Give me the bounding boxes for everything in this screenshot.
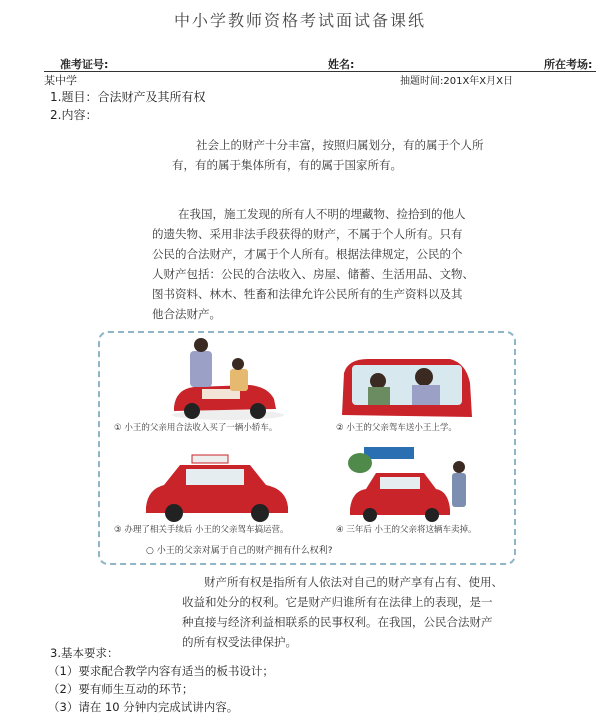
- draw-time: 抽题时间:201X年X月X日: [400, 76, 514, 87]
- illustration-caption-1: ① 小王的父亲用合法收入买了一辆小轿车。: [114, 423, 278, 433]
- section-title-requirements: 3.基本要求：: [50, 646, 119, 660]
- venue-label: 所在考场:: [544, 58, 593, 71]
- requirement-item: （3）请在 10 分钟内完成试讲内容。: [48, 700, 239, 714]
- requirement-item: （1）要求配合教学内容有适当的板书设计；: [48, 664, 274, 678]
- taxi-operation-illustration: [142, 451, 292, 523]
- paragraph-line: 人财产包括：公民的合法收入、房屋、储蓄、生活用品、文物、: [152, 267, 474, 281]
- illustration-caption-4: ④ 三年后 小王的父亲将这辆车卖掉。: [336, 525, 477, 535]
- paragraph-line: 种直接与经济利益相联系的民事权利。在我国，公民合法财产: [182, 615, 493, 629]
- paragraph-line: 在我国，施工发现的所有人不明的埋藏物、捡拾到的他人: [178, 207, 466, 221]
- car-sale-illustration: [344, 443, 474, 523]
- name-label: 姓名:: [328, 58, 355, 71]
- exam-number-label: 准考证号:: [60, 58, 109, 71]
- paragraph-line: 收益和处分的权利。它是财产归谁所有在法律上的表现，是一: [182, 595, 493, 609]
- paragraph-line: 他合法财产。: [152, 307, 221, 321]
- requirement-item: （2）要有师生互动的环节；: [48, 682, 194, 696]
- paragraph-line: 有，有的属于集体所有，有的属于国家所有。: [172, 158, 402, 172]
- page-title: 中小学教师资格考试面试备课纸: [173, 11, 426, 30]
- illustration-caption-3: ③ 办理了相关手续后 小王的父亲驾车搞运营。: [114, 525, 289, 535]
- car-purchase-illustration: [168, 337, 288, 421]
- drive-to-school-illustration: [338, 349, 474, 421]
- paragraph-line: 社会上的财产十分丰富，按照归属划分，有的属于个人所: [196, 138, 484, 152]
- paragraph-line: 财产所有权是指所有人依法对自己的财产享有占有、使用、: [204, 575, 503, 589]
- section-title-topic: 1.题目：合法财产及其所有权: [50, 90, 206, 104]
- paragraph-line: 公民的合法财产，才属于个人所有。根据法律规定，公民的个: [152, 247, 463, 261]
- header-divider: [44, 71, 596, 72]
- illustration-caption-2: ② 小王的父亲驾车送小王上学。: [336, 423, 457, 433]
- section-title-content: 2.内容：: [50, 108, 98, 122]
- illustration-panel: [98, 331, 516, 565]
- illustration-question: ○ 小王的父亲对属于自己的财产拥有什么权利?: [146, 546, 333, 556]
- paragraph-line: 的所有权受法律保护。: [182, 635, 297, 649]
- paragraph-line: 图书资料、林木、牲畜和法律允许公民所有的生产资料以及其: [152, 287, 463, 301]
- paragraph-line: 的遗失物、采用非法手段获得的财产，不属于个人所有。只有: [152, 227, 463, 241]
- school-name: 某中学: [44, 74, 77, 87]
